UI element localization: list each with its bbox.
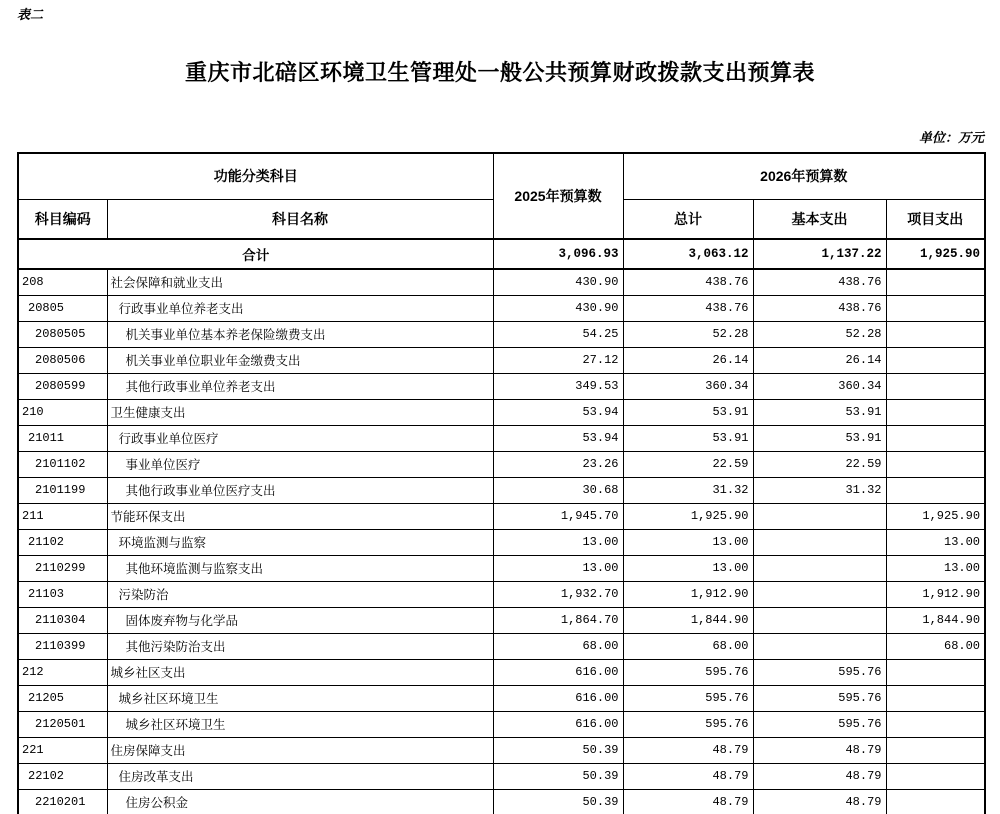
subject-name-cell: 住房改革支出 bbox=[107, 763, 493, 789]
table-row bbox=[18, 633, 985, 659]
subject-name-cell: 住房公积金 bbox=[107, 789, 493, 814]
header-2025-budget: 2025年预算数 bbox=[493, 153, 623, 239]
budget-2026-basic-cell bbox=[753, 607, 886, 633]
budget-2025-cell: 430.90 bbox=[493, 269, 623, 295]
budget-2026-basic-cell: 53.91 bbox=[753, 425, 886, 451]
budget-2026-basic-cell bbox=[753, 529, 886, 555]
budget-2026-total-cell: 595.76 bbox=[623, 685, 753, 711]
subject-code-cell: 2080506 bbox=[18, 347, 107, 373]
table-row bbox=[18, 737, 985, 763]
table-row bbox=[18, 659, 985, 685]
table-row bbox=[18, 399, 985, 425]
budget-2026-project-cell bbox=[886, 399, 985, 425]
table-row bbox=[18, 269, 985, 295]
subject-code-cell: 211 bbox=[18, 503, 107, 529]
subject-name-cell: 城乡社区环境卫生 bbox=[107, 711, 493, 737]
header-2026-project-expenditure: 项目支出 bbox=[886, 199, 985, 239]
budget-2026-project-cell bbox=[886, 711, 985, 737]
subject-code-cell: 208 bbox=[18, 269, 107, 295]
subject-code-cell: 212 bbox=[18, 659, 107, 685]
budget-2026-total-cell: 68.00 bbox=[623, 633, 753, 659]
budget-2026-project-cell: 1,912.90 bbox=[886, 581, 985, 607]
budget-2026-total-cell: 1,844.90 bbox=[623, 607, 753, 633]
subject-code-cell: 210 bbox=[18, 399, 107, 425]
budget-2025-cell: 1,945.70 bbox=[493, 503, 623, 529]
grand-total-label: 合计 bbox=[18, 239, 493, 269]
subject-name-cell: 行政事业单位养老支出 bbox=[107, 295, 493, 321]
subject-name-cell: 污染防治 bbox=[107, 581, 493, 607]
subject-name-cell: 其他环境监测与监察支出 bbox=[107, 555, 493, 581]
subject-name-cell: 其他污染防治支出 bbox=[107, 633, 493, 659]
table-body bbox=[18, 239, 985, 814]
budget-2026-basic-cell: 52.28 bbox=[753, 321, 886, 347]
budget-2026-project-cell bbox=[886, 737, 985, 763]
budget-2026-project-cell bbox=[886, 269, 985, 295]
budget-2025-cell: 430.90 bbox=[493, 295, 623, 321]
table-row bbox=[18, 555, 985, 581]
subject-code-cell: 21205 bbox=[18, 685, 107, 711]
table-row bbox=[18, 529, 985, 555]
budget-2026-basic-cell: 595.76 bbox=[753, 659, 886, 685]
subject-name-cell: 住房保障支出 bbox=[107, 737, 493, 763]
budget-2026-project-cell bbox=[886, 763, 985, 789]
budget-2026-total-cell: 52.28 bbox=[623, 321, 753, 347]
subject-code-cell: 2080505 bbox=[18, 321, 107, 347]
budget-2026-project-cell bbox=[886, 789, 985, 814]
budget-2025-cell: 1,864.70 bbox=[493, 607, 623, 633]
budget-2025-cell: 349.53 bbox=[493, 373, 623, 399]
table-row bbox=[18, 685, 985, 711]
table-row bbox=[18, 373, 985, 399]
budget-2025-cell: 13.00 bbox=[493, 555, 623, 581]
budget-2026-project-cell bbox=[886, 347, 985, 373]
grand-total-2026-basic: 1,137.22 bbox=[753, 239, 886, 269]
budget-2026-total-cell: 48.79 bbox=[623, 763, 753, 789]
budget-2025-cell: 13.00 bbox=[493, 529, 623, 555]
budget-2026-basic-cell: 595.76 bbox=[753, 685, 886, 711]
budget-2026-total-cell: 48.79 bbox=[623, 789, 753, 814]
unit-note: 单位：万元 bbox=[918, 130, 984, 145]
budget-2026-basic-cell bbox=[753, 503, 886, 529]
budget-2026-basic-cell: 31.32 bbox=[753, 477, 886, 503]
budget-2026-basic-cell: 438.76 bbox=[753, 295, 886, 321]
budget-2026-total-cell: 595.76 bbox=[623, 711, 753, 737]
budget-2026-total-cell: 13.00 bbox=[623, 555, 753, 581]
budget-2025-cell: 50.39 bbox=[493, 737, 623, 763]
table-row bbox=[18, 503, 985, 529]
budget-2026-total-cell: 595.76 bbox=[623, 659, 753, 685]
budget-2026-basic-cell bbox=[753, 555, 886, 581]
budget-2026-total-cell: 1,925.90 bbox=[623, 503, 753, 529]
table-row bbox=[18, 581, 985, 607]
budget-2025-cell: 1,932.70 bbox=[493, 581, 623, 607]
budget-2026-project-cell: 68.00 bbox=[886, 633, 985, 659]
grand-total-2026-total: 3,063.12 bbox=[623, 239, 753, 269]
table-row bbox=[18, 321, 985, 347]
budget-2026-basic-cell: 26.14 bbox=[753, 347, 886, 373]
table-row bbox=[18, 347, 985, 373]
subject-name-cell: 事业单位医疗 bbox=[107, 451, 493, 477]
subject-code-cell: 22102 bbox=[18, 763, 107, 789]
budget-2026-project-cell bbox=[886, 373, 985, 399]
budget-2025-cell: 53.94 bbox=[493, 425, 623, 451]
budget-2026-total-cell: 26.14 bbox=[623, 347, 753, 373]
budget-2025-cell: 54.25 bbox=[493, 321, 623, 347]
budget-2026-total-cell: 1,912.90 bbox=[623, 581, 753, 607]
budget-2025-cell: 68.00 bbox=[493, 633, 623, 659]
budget-2026-total-cell: 48.79 bbox=[623, 737, 753, 763]
budget-2026-basic-cell: 22.59 bbox=[753, 451, 886, 477]
table-header bbox=[18, 153, 985, 239]
budget-2026-project-cell: 13.00 bbox=[886, 529, 985, 555]
header-2026-budget: 2026年预算数 bbox=[623, 153, 985, 199]
subject-code-cell: 221 bbox=[18, 737, 107, 763]
grand-total-2026-project: 1,925.90 bbox=[886, 239, 985, 269]
subject-name-cell: 城乡社区支出 bbox=[107, 659, 493, 685]
budget-2026-basic-cell: 53.91 bbox=[753, 399, 886, 425]
budget-2025-cell: 27.12 bbox=[493, 347, 623, 373]
table-row bbox=[18, 763, 985, 789]
budget-2025-cell: 616.00 bbox=[493, 685, 623, 711]
header-2026-basic-expenditure: 基本支出 bbox=[753, 199, 886, 239]
budget-2026-project-cell: 1,925.90 bbox=[886, 503, 985, 529]
subject-name-cell: 其他行政事业单位医疗支出 bbox=[107, 477, 493, 503]
budget-2026-total-cell: 31.32 bbox=[623, 477, 753, 503]
budget-2026-project-cell bbox=[886, 685, 985, 711]
subject-code-cell: 2101199 bbox=[18, 477, 107, 503]
subject-name-cell: 节能环保支出 bbox=[107, 503, 493, 529]
header-functional-category: 功能分类科目 bbox=[18, 153, 493, 199]
table-number-label: 表二 bbox=[17, 7, 44, 22]
budget-2026-basic-cell: 595.76 bbox=[753, 711, 886, 737]
header-row-1 bbox=[18, 153, 985, 199]
budget-table bbox=[17, 152, 986, 814]
table-row bbox=[18, 789, 985, 814]
subject-name-cell: 社会保障和就业支出 bbox=[107, 269, 493, 295]
budget-2026-project-cell: 13.00 bbox=[886, 555, 985, 581]
header-subject-code: 科目编码 bbox=[18, 199, 107, 239]
subject-name-cell: 环境监测与监察 bbox=[107, 529, 493, 555]
grand-total-row bbox=[18, 239, 985, 269]
budget-2026-total-cell: 438.76 bbox=[623, 295, 753, 321]
budget-2026-total-cell: 438.76 bbox=[623, 269, 753, 295]
subject-name-cell: 其他行政事业单位养老支出 bbox=[107, 373, 493, 399]
budget-2026-project-cell bbox=[886, 321, 985, 347]
table-row bbox=[18, 295, 985, 321]
budget-2026-basic-cell: 438.76 bbox=[753, 269, 886, 295]
subject-code-cell: 2080599 bbox=[18, 373, 107, 399]
subject-code-cell: 2101102 bbox=[18, 451, 107, 477]
budget-2026-project-cell: 1,844.90 bbox=[886, 607, 985, 633]
table-row bbox=[18, 425, 985, 451]
subject-name-cell: 城乡社区环境卫生 bbox=[107, 685, 493, 711]
budget-2025-cell: 616.00 bbox=[493, 711, 623, 737]
subject-name-cell: 卫生健康支出 bbox=[107, 399, 493, 425]
table-row bbox=[18, 711, 985, 737]
budget-2026-total-cell: 360.34 bbox=[623, 373, 753, 399]
budget-2026-basic-cell: 48.79 bbox=[753, 789, 886, 814]
budget-2026-total-cell: 53.91 bbox=[623, 399, 753, 425]
budget-2025-cell: 616.00 bbox=[493, 659, 623, 685]
budget-2026-project-cell bbox=[886, 451, 985, 477]
subject-name-cell: 行政事业单位医疗 bbox=[107, 425, 493, 451]
subject-code-cell: 21102 bbox=[18, 529, 107, 555]
table-row bbox=[18, 477, 985, 503]
page-title: 重庆市北碚区环境卫生管理处一般公共预算财政拨款支出预算表 bbox=[184, 60, 815, 85]
budget-2026-project-cell bbox=[886, 477, 985, 503]
subject-name-cell: 机关事业单位基本养老保险缴费支出 bbox=[107, 321, 493, 347]
budget-2026-basic-cell: 48.79 bbox=[753, 763, 886, 789]
table-row bbox=[18, 607, 985, 633]
budget-2025-cell: 23.26 bbox=[493, 451, 623, 477]
header-subject-name: 科目名称 bbox=[107, 199, 493, 239]
budget-2026-basic-cell: 360.34 bbox=[753, 373, 886, 399]
budget-2025-cell: 53.94 bbox=[493, 399, 623, 425]
budget-2026-total-cell: 13.00 bbox=[623, 529, 753, 555]
budget-2025-cell: 50.39 bbox=[493, 789, 623, 814]
budget-2026-basic-cell bbox=[753, 633, 886, 659]
header-2026-total: 总计 bbox=[623, 199, 753, 239]
subject-code-cell: 2110304 bbox=[18, 607, 107, 633]
budget-2026-project-cell bbox=[886, 295, 985, 321]
table-row bbox=[18, 451, 985, 477]
budget-2026-project-cell bbox=[886, 425, 985, 451]
budget-2026-total-cell: 53.91 bbox=[623, 425, 753, 451]
subject-code-cell: 2120501 bbox=[18, 711, 107, 737]
subject-code-cell: 2110299 bbox=[18, 555, 107, 581]
subject-name-cell: 固体废弃物与化学品 bbox=[107, 607, 493, 633]
grand-total-2025: 3,096.93 bbox=[493, 239, 623, 269]
subject-code-cell: 20805 bbox=[18, 295, 107, 321]
budget-2025-cell: 30.68 bbox=[493, 477, 623, 503]
budget-2026-project-cell bbox=[886, 659, 985, 685]
budget-2026-basic-cell bbox=[753, 581, 886, 607]
subject-code-cell: 21103 bbox=[18, 581, 107, 607]
subject-code-cell: 2110399 bbox=[18, 633, 107, 659]
subject-name-cell: 机关事业单位职业年金缴费支出 bbox=[107, 347, 493, 373]
subject-code-cell: 21011 bbox=[18, 425, 107, 451]
budget-2026-total-cell: 22.59 bbox=[623, 451, 753, 477]
budget-2025-cell: 50.39 bbox=[493, 763, 623, 789]
subject-code-cell: 2210201 bbox=[18, 789, 107, 814]
budget-2026-basic-cell: 48.79 bbox=[753, 737, 886, 763]
